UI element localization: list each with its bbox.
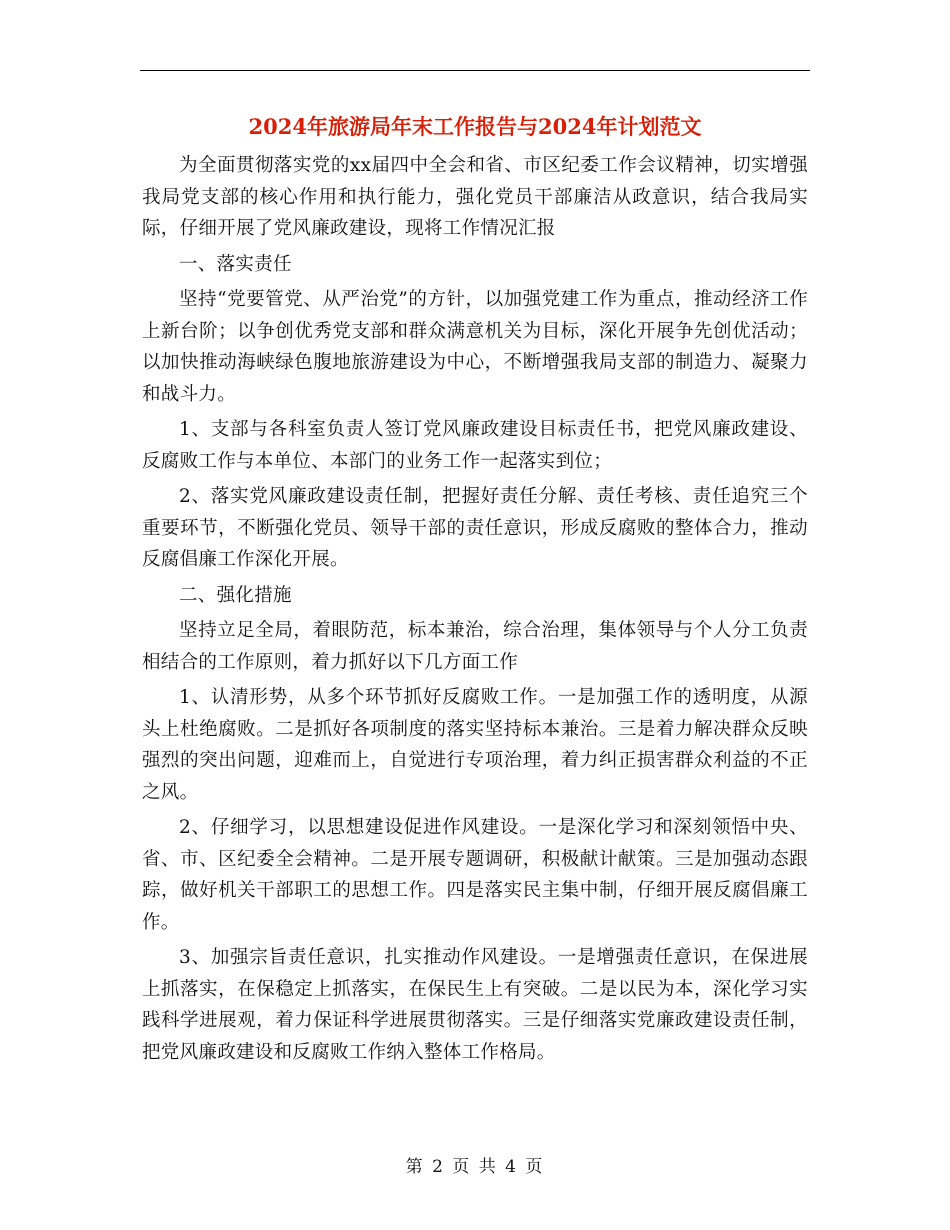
section-heading-1: 一、落实责任 bbox=[179, 253, 292, 275]
page-footer: 第 2 页 共 4 页 bbox=[405, 1157, 545, 1177]
paragraph: 1、支部与各科室负责人签订党风廉政建设目标责任书，把党风廉政建设、反腐败工作与本单位、本部门的业务工作一起落实到位； bbox=[142, 419, 808, 472]
paragraph: 2、落实党风廉政建设责任制，把握好责任分解、责任考核、责任追究三个重要环节，不断强化党员、领导干部的责任意识，形成反腐败的整体合力，推动反腐倡廉工作深化开展。 bbox=[142, 486, 808, 570]
header-rule bbox=[140, 70, 810, 71]
section-heading-2: 二、强化措施 bbox=[179, 584, 292, 606]
paragraph-intro: 为全面贯彻落实党的xx届四中全会和省、市区纪委工作会议精神，切实增强我局党支部的核心作用和执行能力，强化党员干部廉洁从政意识，结合我局实际，仔细开展了党风廉政建设，现将工作情况汇报 bbox=[142, 155, 808, 239]
paragraph: 坚持立足全局，着眼防范，标本兼治，综合治理，集体领导与个人分工负责相结合的工作原则，着力抓好以下几方面工作 bbox=[142, 620, 808, 673]
document-title: 2024年旅游局年末工作报告与2024年计划范文 bbox=[248, 114, 702, 139]
paragraph: 3、加强宗旨责任意识，扎实推动作风建设。一是增强责任意识，在保进展上抓落实，在保稳定上抓落实，在保民生上有突破。二是以民为本，深化学习实践科学进展观，着力保证科学进展贯彻落实。三是仔细落实党廉政建设责任制，把党风廉政建设和反腐败工作纳入整体工作格局。 bbox=[142, 947, 808, 1063]
paragraph: 1、认清形势，从多个环节抓好反腐败工作。一是加强工作的透明度，从源头上杜绝腐败。二是抓好各项制度的落实坚持标本兼治。三是着力解决群众反映强烈的突出问题，迎难而上，自觉进行专项治理，着力纠正损害群众利益的不正之风。 bbox=[142, 687, 808, 803]
paragraph: 2、仔细学习，以思想建设促进作风建设。一是深化学习和深刻领悟中央、省、市、区纪委全会精神。二是开展专题调研，积极献计献策。三是加强动态跟踪，做好机关干部职工的思想工作。四是落实民主集中制，仔细开展反腐倡廉工作。 bbox=[142, 817, 808, 933]
paragraph: 坚持“党要管党、从严治党”的方针，以加强党建工作为重点，推动经济工作上新台阶；以争创优秀党支部和群众满意机关为目标，深化开展争先创优活动；以加快推动海峡绿色腹地旅游建设为中心，不断增强我局支部的制造力、凝聚力和战斗力。 bbox=[142, 289, 808, 405]
document-body bbox=[142, 150, 808, 1072]
